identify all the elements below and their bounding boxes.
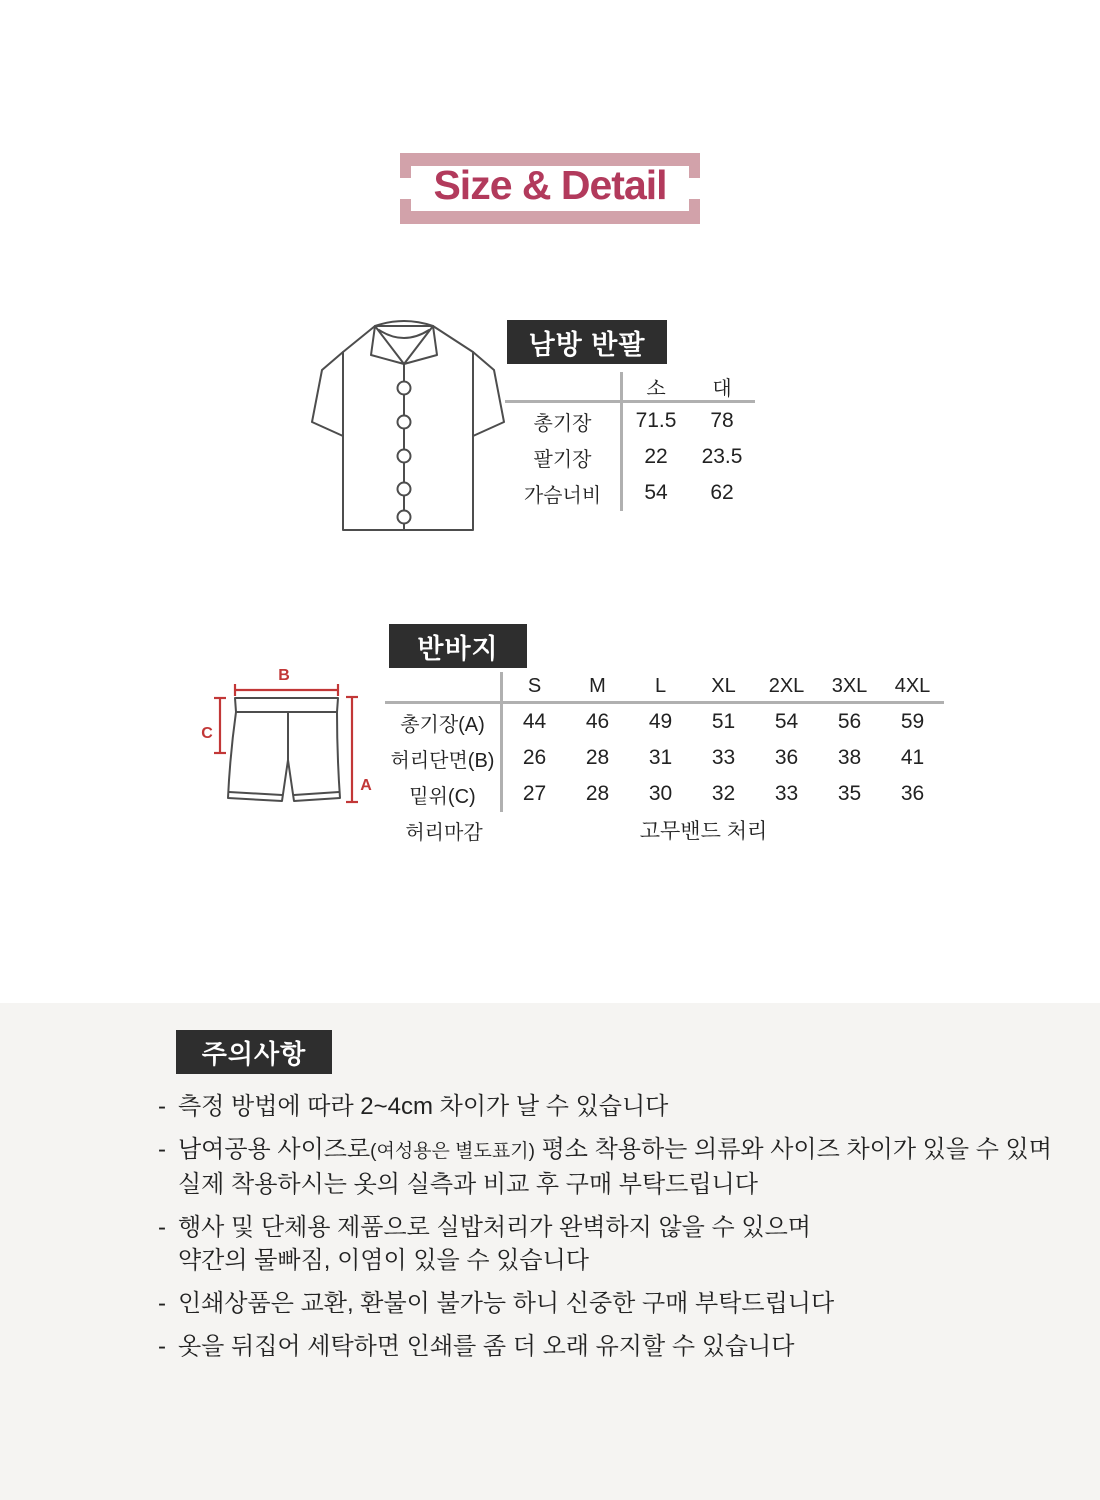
shirt-section-label: 남방 반팔 (507, 320, 667, 364)
shirt-value: 62 (710, 481, 734, 504)
shorts-col: S (503, 672, 566, 704)
shorts-value: 41 (900, 746, 925, 769)
shorts-col: 2XL (755, 672, 818, 704)
shorts-row-label: 밑위(C) (385, 776, 503, 812)
shorts-value: 54 (774, 710, 799, 733)
note-item (158, 1330, 1078, 1363)
shorts-col: 3XL (818, 672, 881, 704)
shorts-row-label: 허리단면(B) (385, 740, 503, 776)
note-text-part: 남여공용 사이즈로 (178, 1136, 371, 1163)
measure-letter-b: B (278, 667, 290, 684)
shirt-illustration (300, 310, 505, 538)
shirt-value: 22 (644, 445, 668, 468)
shorts-value: 51 (711, 710, 736, 733)
shirt-table-corner (505, 372, 623, 403)
shorts-illustration (198, 660, 378, 820)
shorts-value: 31 (648, 746, 673, 769)
shirt-row-label: 총기장 (505, 403, 623, 439)
shorts-value: 33 (774, 782, 799, 805)
measure-letter-a: A (360, 777, 372, 794)
waist-finish-label: 허리마감 (405, 821, 483, 844)
shorts-size-table (385, 672, 944, 848)
shirt-col-small: 소 (623, 372, 689, 403)
shorts-col: XL (692, 672, 755, 704)
note-dash: - (158, 1214, 166, 1241)
note-text-part: 평소 착용하는 의류와 사이즈 차이가 있을 수 있며 (534, 1136, 1052, 1163)
shorts-value: 27 (522, 782, 547, 805)
note-text (178, 1211, 1078, 1277)
shirt-value: 23.5 (701, 445, 743, 468)
shorts-value: 46 (585, 710, 610, 733)
shorts-table-corner (385, 672, 503, 704)
note-text: 옷을 뒤집어 세탁하면 인쇄를 좀 더 오래 유지할 수 있습니다 (178, 1333, 795, 1360)
note-item (158, 1287, 1078, 1320)
shorts-value: 28 (585, 782, 610, 805)
note-dash: - (158, 1136, 166, 1163)
note-text-small: (여성용은 별도표기) (370, 1141, 535, 1162)
shorts-section-label: 반바지 (389, 624, 527, 668)
note-text-line2: 실제 착용하시는 옷의 실측과 비교 후 구매 부탁드립니다 (178, 1171, 758, 1198)
shorts-value: 44 (522, 710, 547, 733)
shirt-size-table (505, 372, 755, 511)
shorts-value: 35 (837, 782, 862, 805)
shirt-col-large: 대 (689, 372, 755, 403)
notes-heading: 주의사항 (176, 1030, 332, 1074)
shorts-col: 4XL (881, 672, 944, 704)
shorts-row-label: 총기장(A) (385, 704, 503, 740)
shirt-value: 78 (710, 409, 734, 432)
notes-list (158, 1090, 1078, 1373)
shorts-col: M (566, 672, 629, 704)
shorts-value: 30 (648, 782, 673, 805)
shorts-value: 28 (585, 746, 610, 769)
shorts-value: 26 (522, 746, 547, 769)
shorts-value: 38 (837, 746, 862, 769)
shorts-value: 49 (648, 710, 673, 733)
shorts-value: 33 (711, 746, 736, 769)
note-text: 인쇄상품은 교환, 환불이 불가능 하니 신중한 구매 부탁드립니다 (178, 1290, 835, 1317)
shorts-value: 36 (900, 782, 925, 805)
note-text: 측정 방법에 따라 2~4cm 차이가 날 수 있습니다 (178, 1093, 669, 1120)
note-text-line1: 행사 및 단체용 제품으로 실밥처리가 완벽하지 않을 수 있으며 (178, 1214, 811, 1241)
shorts-value: 36 (774, 746, 799, 769)
note-item (158, 1211, 1078, 1277)
note-dash: - (158, 1093, 166, 1120)
note-item (158, 1133, 1078, 1201)
shirt-value: 54 (644, 481, 668, 504)
page-title: Size & Detail (433, 162, 667, 208)
measure-letter-c: C (201, 725, 213, 742)
note-dash: - (158, 1290, 166, 1317)
shorts-value: 59 (900, 710, 925, 733)
shirt-row-label: 팔기장 (505, 439, 623, 475)
shirt-value: 71.5 (635, 409, 677, 432)
note-item (158, 1090, 1078, 1123)
note-text-line2: 약간의 물빠짐, 이염이 있을 수 있습니다 (178, 1247, 589, 1274)
shorts-col: L (629, 672, 692, 704)
note-dash: - (158, 1333, 166, 1360)
title-frame-bottom (400, 211, 700, 224)
shirt-row-label: 가슴너비 (505, 475, 623, 511)
note-text (178, 1133, 1078, 1201)
waist-finish-value: 고무밴드 처리 (639, 820, 768, 843)
shorts-value: 56 (837, 710, 862, 733)
shorts-value: 32 (711, 782, 736, 805)
